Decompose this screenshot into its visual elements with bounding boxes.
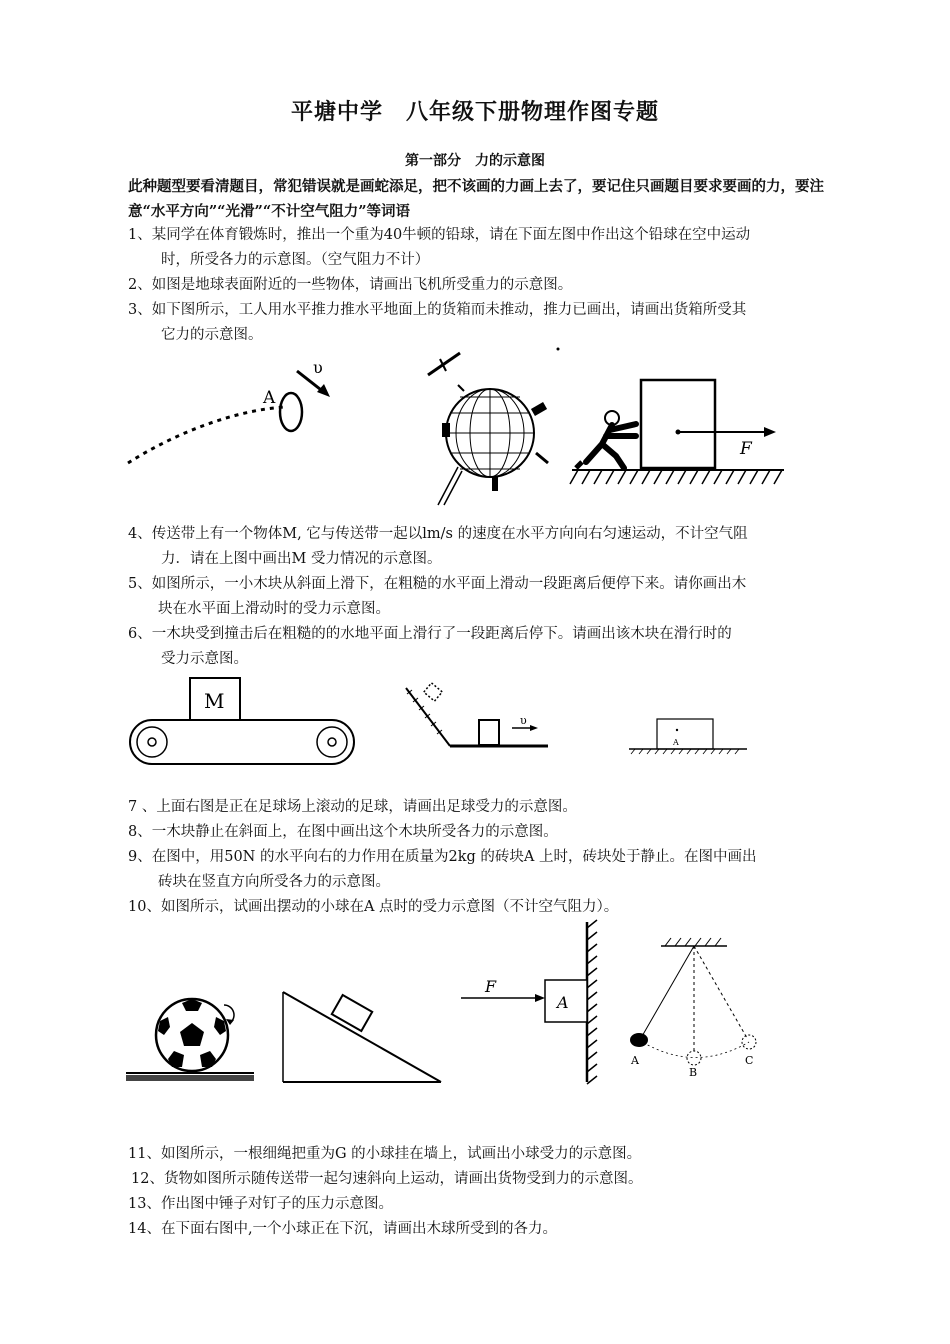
- conveyor-figure: [128, 676, 360, 766]
- question-13: 13、作出图中锤子对钉子的压力示意图。: [128, 1196, 393, 1212]
- question-8: 8、一木块静止在斜面上，在图中画出这个木块所受各力的示意图。: [128, 824, 558, 840]
- pendulum-c-label: C: [745, 1054, 754, 1067]
- pendulum-figure: [627, 934, 767, 1084]
- wall-block-figure: [459, 920, 609, 1085]
- page-title: 平塘中学 八年级下册物理作图专题: [290, 99, 659, 125]
- conveyor-block-label: M: [204, 689, 225, 713]
- incline-block-figure: [281, 990, 446, 1085]
- slope-slide-figure: [404, 682, 554, 752]
- small-block-figure: [629, 716, 749, 756]
- football-figure: [126, 995, 256, 1085]
- intro-note: 此种题型要看清题目，常犯错误就是画蛇添足，把不该画的力画上去了，要记住只画题目要求要画的力，要注意“水平方向”“光滑”“不计空气阻力”等词语: [128, 178, 824, 220]
- wall-force-label: F: [485, 977, 497, 996]
- wall-block-label: A: [557, 993, 569, 1012]
- slide-velocity-label: υ: [520, 714, 527, 727]
- pendulum-a-label: A: [631, 1054, 639, 1067]
- shot-put-figure: [125, 355, 345, 475]
- question-12: 12、货物如图所示随传送带一起匀速斜向上运动，请画出货物受到力的示意图。: [131, 1171, 643, 1187]
- question-6: 6、一木块受到撞击后在粗糙的的水地平面上滑行了一段距离后停下。请画出该木块在滑行时的 受力示意图。: [128, 626, 732, 667]
- question-11: 11、如图所示，一根细绳把重为G 的小球挂在墙上，试画出小球受力的示意图。: [128, 1146, 642, 1162]
- question-14: 14、在下面右图中,一个小球正在下沉，请画出木球所受到的各力。: [128, 1221, 558, 1237]
- shot-point-label: A: [263, 388, 276, 408]
- push-force-label: F: [740, 439, 752, 459]
- question-2: 2、如图是地球表面附近的一些物体，请画出飞机所受重力的示意图。: [128, 277, 573, 293]
- question-10: 10、如图所示，试画出摆动的小球在A 点时的受力示意图（不计空气阻力）。: [128, 899, 619, 915]
- question-9: 9、在图中，用50N 的水平向右的力作用在质量为2kg 的砖块A 上时，砖块处于静止。在图中画出 砖块在竖直方向所受各力的示意图。: [128, 849, 757, 890]
- small-block-point-label: A: [673, 738, 679, 747]
- question-7: 7 、上面右图是正在足球场上滚动的足球，请画出足球受力的示意图。: [128, 799, 577, 815]
- question-1: 1、某同学在体育锻炼时，推出一个重为40牛顿的铅球，请在下面左图中作出这个铅球在空中运动 时，所受各力的示意图。（空气阻力不计）: [128, 227, 751, 268]
- pendulum-b-label: B: [689, 1066, 698, 1079]
- pushing-crate-figure: [572, 378, 787, 493]
- question-4: 4、传送带上有一个物体M, 它与传送带一起以lm/s 的速度在水平方向向右匀速运动，不计空气阻 力．请在上图中画出M 受力情况的示意图。: [128, 526, 748, 567]
- earth-figure: [418, 345, 568, 510]
- section-heading: 第一部分 力的示意图: [405, 153, 545, 169]
- question-3: 3、如下图所示，工人用水平推力推水平地面上的货箱而未推动，推力已画出，请画出货箱所受其 它力的示意图。: [128, 302, 747, 343]
- shot-velocity-label: υ: [313, 358, 323, 377]
- question-5: 5、如图所示，一小木块从斜面上滑下，在粗糙的水平面上滑动一段距离后便停下来。请你画出木 块在水平面上滑动时的受力示意图。: [128, 576, 747, 617]
